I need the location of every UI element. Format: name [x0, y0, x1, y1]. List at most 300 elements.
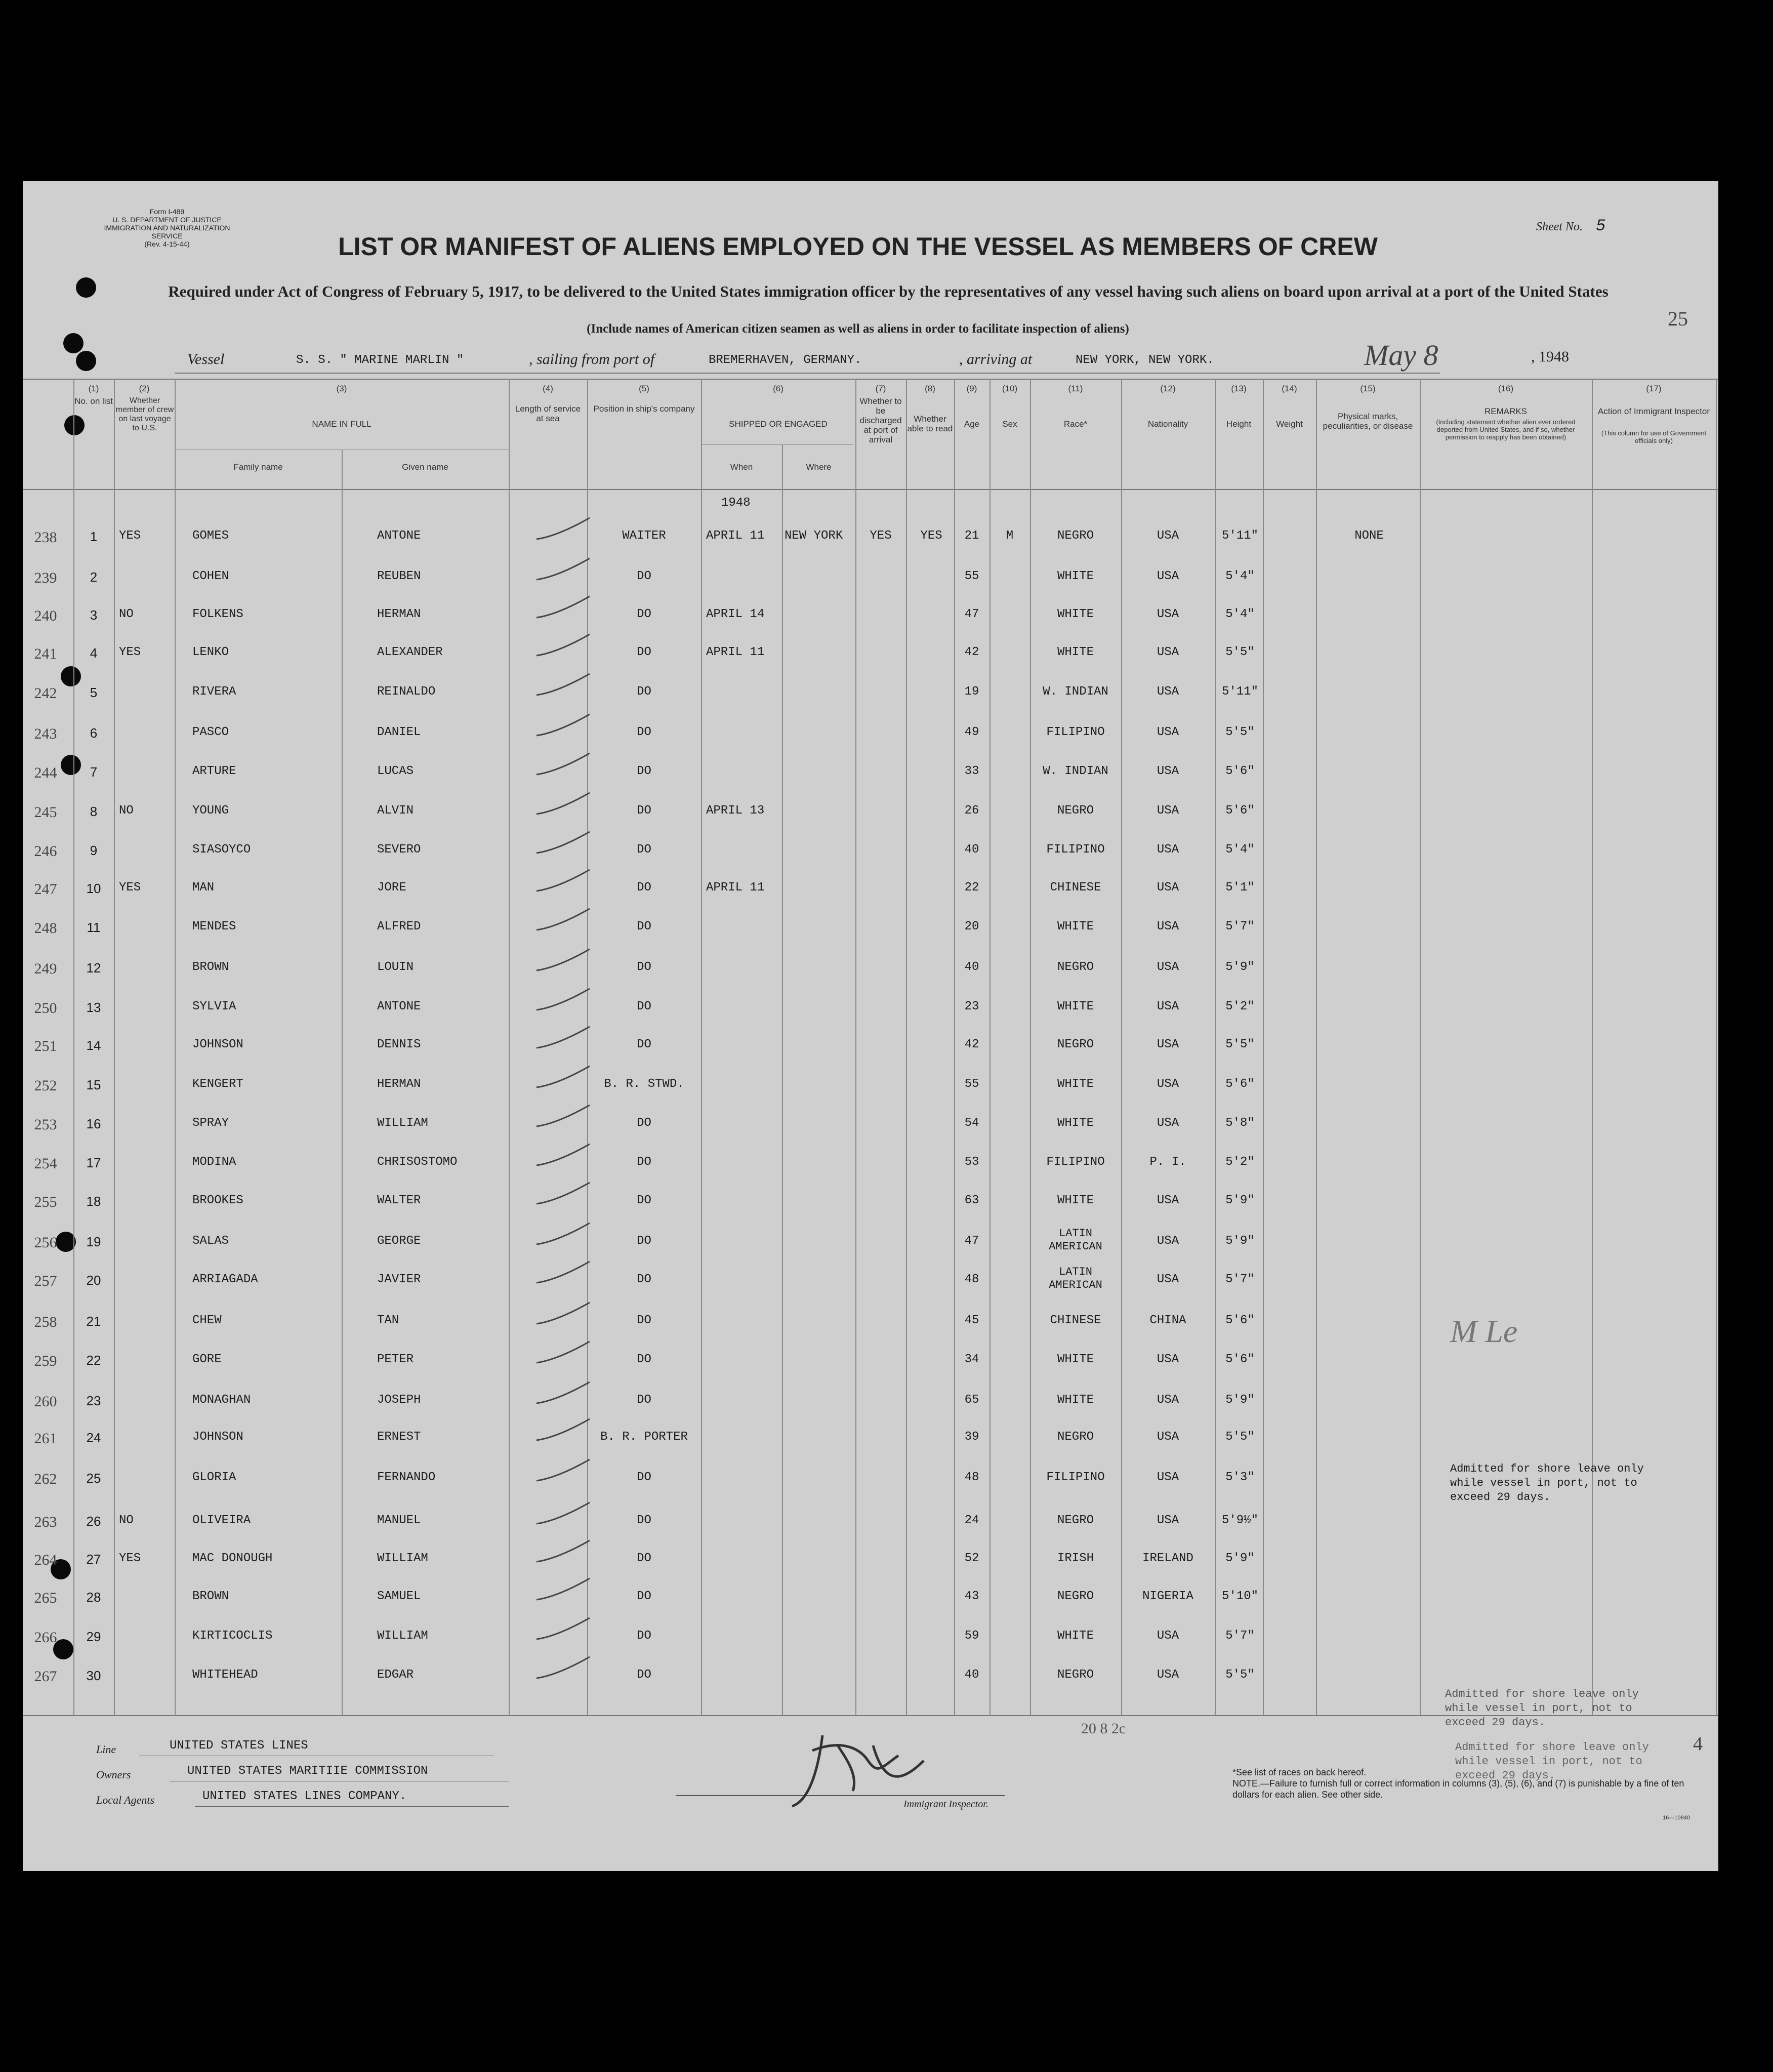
cell-prev: NO [119, 607, 134, 621]
cell-age: 43 [964, 1590, 979, 1603]
cell-race: NEGRO [1057, 1430, 1094, 1444]
cell-when: APRIL 14 [706, 607, 765, 621]
cell-given: HERMAN [377, 1077, 421, 1091]
cell-nationality: USA [1157, 1077, 1179, 1091]
col-header: SHIPPED OR ENGAGED [729, 419, 828, 429]
cell-family: FOLKENS [192, 607, 243, 621]
cell-height: 5'9" [1225, 1393, 1255, 1407]
cell-line: 246 [34, 843, 57, 860]
service-tick-mark [534, 1415, 595, 1445]
cell-given: MANUEL [377, 1514, 421, 1527]
cell-line: 261 [34, 1430, 57, 1447]
cell-race: WHITE [1057, 1000, 1094, 1013]
service-tick-mark [534, 1378, 595, 1408]
cell-age: 21 [964, 529, 979, 543]
cell-given: ALEXANDER [377, 645, 443, 659]
cell-family: BROWN [192, 960, 229, 974]
form-dept: U. S. DEPARTMENT OF JUSTICE [112, 216, 222, 224]
col-num: (3) [336, 384, 347, 393]
cell-nationality: USA [1157, 881, 1179, 895]
cell-nationality: USA [1157, 1471, 1179, 1484]
cell-family: ARTURE [192, 764, 236, 778]
sailing-port: BREMERHAVEN, GERMANY. [709, 353, 862, 367]
cell-line: 264 [34, 1552, 57, 1568]
punch-hole [76, 351, 96, 371]
cell-no: 11 [87, 920, 101, 935]
cell-line: 244 [34, 764, 57, 781]
table-row [23, 960, 1718, 991]
cell-nationality: USA [1157, 1514, 1179, 1527]
service-tick-mark [534, 945, 595, 976]
cell-position: DO [637, 607, 651, 621]
arrival-year: , 1948 [1531, 348, 1569, 365]
cell-height: 5'4" [1225, 607, 1255, 621]
cell-nationality: USA [1157, 1430, 1179, 1444]
col-num: (5) [639, 384, 649, 393]
cell-family: SYLVIA [192, 1000, 236, 1013]
cell-given: LOUIN [377, 960, 414, 974]
cell-nationality: CHINA [1149, 1314, 1186, 1327]
service-tick-mark [534, 1062, 595, 1092]
cell-line: 262 [34, 1471, 57, 1487]
sheet-label: Sheet No. [1536, 220, 1583, 233]
cell-height: 5'9" [1225, 1194, 1255, 1207]
cell-family: RIVERA [192, 685, 236, 699]
cell-nationality: USA [1157, 843, 1179, 857]
cell-given: REINALDO [377, 685, 436, 699]
cell-line: 260 [34, 1393, 57, 1410]
cell-no: 22 [86, 1353, 101, 1368]
table-row [23, 685, 1718, 715]
col-subheader: Where [806, 462, 832, 472]
margin-note: 20 8 2c [1081, 1720, 1126, 1737]
cell-when: APRIL 11 [706, 881, 765, 895]
punch-hole [63, 333, 84, 353]
cell-when: APRIL 11 [706, 645, 765, 659]
table-row [23, 1552, 1718, 1582]
cell-given: WILLIAM [377, 1552, 428, 1565]
cell-nationality: USA [1157, 920, 1179, 933]
cell-position: DO [637, 1314, 651, 1327]
table-row [23, 725, 1718, 756]
table-row [23, 1227, 1718, 1265]
cell-age: 47 [964, 607, 979, 621]
cell-nationality: USA [1157, 685, 1179, 699]
cell-discharge: YES [870, 529, 892, 543]
cell-no: 21 [86, 1314, 101, 1329]
cell-given: FERNANDO [377, 1471, 436, 1484]
service-tick-mark [534, 514, 595, 544]
table-row [23, 1430, 1718, 1460]
cell-height: 5'7" [1225, 1629, 1255, 1643]
service-tick-mark [534, 1337, 595, 1368]
arriving-port: NEW YORK, NEW YORK. [1076, 353, 1214, 367]
service-tick-mark [534, 1498, 595, 1529]
cell-no: 7 [90, 764, 98, 780]
cell-position: DO [637, 1514, 651, 1527]
cell-race: NEGRO [1057, 529, 1094, 543]
cell-line: 241 [34, 645, 57, 662]
cell-given: DENNIS [377, 1038, 421, 1051]
cell-height: 5'11" [1221, 529, 1258, 543]
cell-height: 5'6" [1225, 1077, 1255, 1091]
cell-nationality: USA [1157, 607, 1179, 621]
subtitle [114, 282, 1663, 301]
cell-position: DO [637, 1353, 651, 1366]
col-header-note: (Including statement whether alien ever ordered deported from United States, and if so, whether permission to reapply has been obtained) [1436, 418, 1576, 441]
col-subheader: Given name [402, 462, 448, 472]
cell-height: 5'5" [1225, 1038, 1255, 1051]
service-tick-mark [534, 1101, 595, 1131]
col-header: Height [1226, 419, 1252, 429]
service-tick-mark [534, 1179, 595, 1209]
cell-no: 17 [86, 1155, 101, 1170]
cell-age: 40 [964, 1668, 979, 1682]
inspector-signature [782, 1715, 954, 1816]
cell-position: WAITER [622, 529, 666, 543]
cell-age: 59 [964, 1629, 979, 1643]
cell-height: 5'5" [1225, 1668, 1255, 1682]
cell-given: TAN [377, 1314, 399, 1327]
cell-family: MAC DONOUGH [192, 1552, 273, 1565]
cell-no: 29 [86, 1629, 101, 1644]
cell-height: 5'5" [1225, 725, 1255, 739]
cell-nationality: USA [1157, 1000, 1179, 1013]
cell-position: DO [637, 764, 651, 778]
col-header: Action of Immigrant Inspector [1597, 407, 1710, 416]
cell-line: 253 [34, 1116, 57, 1133]
cell-position: DO [637, 1393, 651, 1407]
cell-nationality: USA [1157, 960, 1179, 974]
service-tick-mark [534, 985, 595, 1015]
arrival-date-handwritten: May 8 [1364, 339, 1438, 372]
table-row [23, 843, 1718, 873]
punch-hole [64, 415, 85, 435]
cell-height: 5'2" [1225, 1000, 1255, 1013]
cell-age: 55 [964, 1077, 979, 1091]
col-header: Whether able to read [907, 414, 953, 433]
col-num: (6) [773, 384, 784, 393]
cell-no: 2 [90, 570, 98, 585]
col-num: (16) [1498, 384, 1514, 393]
col-subheader: When [730, 462, 753, 472]
cell-nationality: USA [1157, 725, 1179, 739]
cell-line: 252 [34, 1077, 57, 1094]
table-row [23, 1590, 1718, 1620]
cell-no: 6 [90, 725, 98, 741]
cell-position: DO [637, 685, 651, 699]
col-num: (4) [543, 384, 553, 393]
cell-given: JAVIER [377, 1273, 421, 1286]
cell-family: JOHNSON [192, 1038, 243, 1051]
agents-label: Local Agents [96, 1794, 155, 1806]
cell-height: 5'9½" [1221, 1514, 1258, 1527]
cell-race: NEGRO [1057, 1668, 1094, 1682]
cell-age: 20 [964, 920, 979, 933]
col-subheader: Family name [233, 462, 283, 472]
table-row [23, 529, 1718, 559]
table-row [23, 645, 1718, 676]
cell-family: MENDES [192, 920, 236, 933]
cell-height: 5'9" [1225, 1552, 1255, 1565]
cell-race: WHITE [1057, 1393, 1094, 1407]
col-header: NAME IN FULL [312, 419, 372, 429]
col-num: (12) [1160, 384, 1176, 393]
cell-nationality: P. I. [1149, 1155, 1186, 1169]
line-value: UNITED STATES LINES [170, 1739, 308, 1753]
cell-no: 15 [86, 1077, 101, 1092]
service-tick-mark [534, 866, 595, 896]
cell-family: BROOKES [192, 1194, 243, 1207]
cell-height: 5'7" [1225, 1273, 1255, 1286]
cell-family: PASCO [192, 725, 229, 739]
cell-family: SALAS [192, 1234, 229, 1248]
service-tick-mark [534, 905, 595, 935]
cell-age: 48 [964, 1273, 979, 1286]
cell-no: 4 [90, 645, 98, 661]
cell-given: ANTONE [377, 1000, 421, 1013]
cell-given: WILLIAM [377, 1629, 428, 1643]
cell-line: 266 [34, 1629, 57, 1646]
printer-code: 16—10840 [1663, 1815, 1690, 1821]
cell-prev: NO [119, 1514, 134, 1527]
cell-race: WHITE [1057, 1629, 1094, 1643]
cell-nationality: USA [1157, 645, 1179, 659]
col-num: (1) [88, 384, 99, 393]
cell-position: DO [637, 1234, 651, 1248]
cell-given: EDGAR [377, 1668, 414, 1682]
cell-nationality: USA [1157, 1273, 1179, 1286]
cell-family: MODINA [192, 1155, 236, 1169]
cell-line: 245 [34, 804, 57, 821]
table-row [23, 804, 1718, 834]
col-header: Whether member of crew on last voyage to U.S. [115, 396, 174, 432]
form-number: Form I-489 [149, 208, 185, 216]
col-header: Sex [1002, 419, 1017, 429]
col-header: REMARKS [1484, 407, 1528, 416]
header-bottom-rule [23, 489, 1718, 490]
cell-height: 5'10" [1221, 1590, 1258, 1603]
cell-position: DO [637, 843, 651, 857]
cell-position: DO [637, 1155, 651, 1169]
cell-line: 242 [34, 685, 57, 702]
cell-family: MAN [192, 881, 215, 895]
sheet-value: 5 [1595, 217, 1606, 235]
cell-race: IRISH [1057, 1552, 1094, 1565]
cell-prev: YES [119, 1552, 141, 1565]
col-header: Weight [1276, 419, 1303, 429]
cell-family: KIRTICOCLIS [192, 1629, 273, 1643]
table-row [23, 764, 1718, 795]
col-num: (9) [966, 384, 977, 393]
cell-family: CHEW [192, 1314, 222, 1327]
cell-family: GOMES [192, 529, 229, 543]
cell-race: LATIN AMERICAN [1049, 1266, 1102, 1291]
cell-family: YOUNG [192, 804, 229, 818]
cell-no: 20 [86, 1273, 101, 1288]
col-num: (14) [1282, 384, 1297, 393]
cell-given: SAMUEL [377, 1590, 421, 1603]
cell-race: WHITE [1057, 1116, 1094, 1130]
remark-stamp: Admitted for shore leave only while vessel in port, not to exceed 29 days. [1455, 1741, 1649, 1782]
cell-prev: YES [119, 881, 141, 895]
cell-age: 40 [964, 960, 979, 974]
cell-no: 1 [90, 529, 98, 544]
cell-family: OLIVEIRA [192, 1514, 251, 1527]
table-row [23, 607, 1718, 638]
cell-race: FILIPINO [1046, 843, 1105, 857]
col-header: No. on list [74, 396, 113, 406]
cell-marks: NONE [1354, 529, 1384, 543]
cell-line: 251 [34, 1038, 57, 1054]
cell-nationality: IRELAND [1142, 1552, 1193, 1565]
cell-position: DO [637, 1590, 651, 1603]
cell-position: DO [637, 570, 651, 583]
manifest-page [23, 181, 1718, 1871]
cell-line: 247 [34, 881, 57, 898]
cell-age: 23 [964, 1000, 979, 1013]
table-row [23, 1000, 1718, 1030]
race-note: *See list of races on back hereof. [1232, 1767, 1367, 1777]
cell-race: FILIPINO [1046, 1471, 1105, 1484]
cell-nationality: USA [1157, 1353, 1179, 1366]
cell-age: 47 [964, 1234, 979, 1248]
service-tick-mark [534, 554, 595, 585]
subtitle-text: Required under Act of Congress of February 5, 1917, to be delivered to the United States immigration officer by the representatives of any vessel having such aliens on board upon arrival at a port of the United States [168, 282, 1609, 300]
cell-height: 5'6" [1225, 1314, 1255, 1327]
cell-position: DO [637, 1273, 651, 1286]
service-tick-mark [534, 1455, 595, 1486]
sailing-label: , sailing from port of [529, 351, 655, 368]
cell-no: 18 [86, 1194, 101, 1209]
vessel-underline [175, 373, 1440, 374]
inspector-label: Immigrant Inspector. [903, 1799, 988, 1810]
remark-stamp: Admitted for shore leave only while vessel in port, not to exceed 29 days. [1445, 1688, 1639, 1729]
cell-position: DO [637, 1038, 651, 1051]
cell-sex: M [1006, 529, 1014, 543]
cell-height: 5'2" [1225, 1155, 1255, 1169]
cell-nationality: USA [1157, 1116, 1179, 1130]
cell-no: 10 [86, 881, 101, 896]
vessel-line [187, 351, 224, 368]
cell-position: DO [637, 1116, 651, 1130]
cell-height: 5'5" [1225, 645, 1255, 659]
table-row [23, 1077, 1718, 1108]
cell-no: 16 [86, 1116, 101, 1131]
table-row [23, 1353, 1718, 1383]
cell-nationality: USA [1157, 1038, 1179, 1051]
cell-age: 65 [964, 1393, 979, 1407]
cell-race: WHITE [1057, 645, 1094, 659]
cell-position: DO [637, 804, 651, 818]
line-label: Line [96, 1743, 116, 1756]
table-row [23, 1038, 1718, 1068]
cell-given: LUCAS [377, 764, 414, 778]
cell-race: CHINESE [1050, 1314, 1101, 1327]
service-tick-mark [534, 592, 595, 623]
cell-family: COHEN [192, 570, 229, 583]
cell-line: 254 [34, 1155, 57, 1172]
cell-height: 5'6" [1225, 764, 1255, 778]
col-num: (11) [1068, 384, 1083, 393]
cell-no: 12 [86, 960, 101, 976]
cell-family: SPRAY [192, 1116, 229, 1130]
cell-race: WHITE [1057, 607, 1094, 621]
cell-given: WALTER [377, 1194, 421, 1207]
remark-stamp: Admitted for shore leave only while vessel in port, not to exceed 29 days. [1450, 1462, 1644, 1504]
cell-position: DO [637, 725, 651, 739]
cell-height: 5'9" [1225, 960, 1255, 974]
cell-position: DO [637, 881, 651, 895]
cell-line: 248 [34, 920, 57, 937]
cell-given: DANIEL [377, 725, 421, 739]
cell-given: HERMAN [377, 607, 421, 621]
cell-age: 19 [964, 685, 979, 699]
page-mark: 25 [1668, 307, 1688, 330]
service-tick-mark [534, 749, 595, 780]
table-row [23, 881, 1718, 911]
cell-nationality: USA [1157, 1668, 1179, 1682]
service-tick-mark [534, 1257, 595, 1288]
col-header: Whether to be discharged at port of arrival [859, 396, 902, 444]
owners-label: Owners [96, 1768, 131, 1781]
cell-race: NEGRO [1057, 1514, 1094, 1527]
cell-when: APRIL 11 [706, 529, 765, 543]
cell-age: 34 [964, 1353, 979, 1366]
cell-age: 26 [964, 804, 979, 818]
cell-line: 238 [34, 529, 57, 546]
cell-prev: NO [119, 804, 134, 818]
service-tick-mark [534, 1653, 595, 1683]
cell-prev: YES [119, 645, 141, 659]
penalty-note: NOTE.—Failure to furnish full or correct information in columns (3), (5), (6), and (7) is punishable by a fine of ten dollars for each alien. See other side. [1232, 1778, 1684, 1800]
cell-line: 256 [34, 1234, 57, 1251]
cell-given: SEVERO [377, 843, 421, 857]
cell-age: 40 [964, 843, 979, 857]
cell-age: 52 [964, 1552, 979, 1565]
cell-family: KENGERT [192, 1077, 243, 1091]
col-num: (13) [1231, 384, 1247, 393]
cell-age: 54 [964, 1116, 979, 1130]
col-header: Length of service at sea [515, 404, 581, 423]
cell-race: LATIN AMERICAN [1049, 1227, 1102, 1253]
table-row [23, 1393, 1718, 1424]
table-row [23, 570, 1718, 600]
cell-height: 5'8" [1225, 1116, 1255, 1130]
cell-no: 14 [86, 1038, 101, 1053]
service-tick-mark [534, 1140, 595, 1170]
cell-height: 5'3" [1225, 1471, 1255, 1484]
col-num: (2) [139, 384, 150, 393]
cell-line: 258 [34, 1314, 57, 1330]
service-tick-mark [534, 630, 595, 661]
shipped-subrule [701, 444, 853, 445]
col-num: (8) [925, 384, 935, 393]
cell-line: 239 [34, 570, 57, 586]
cell-age: 53 [964, 1155, 979, 1169]
cell-height: 5'4" [1225, 570, 1255, 583]
cell-given: GEORGE [377, 1234, 421, 1248]
table-row [23, 1194, 1718, 1224]
cell-given: WILLIAM [377, 1116, 428, 1130]
cell-height: 5'4" [1225, 843, 1255, 857]
service-tick-mark [534, 1536, 595, 1567]
cell-family: LENKO [192, 645, 229, 659]
cell-no: 26 [86, 1514, 101, 1529]
cell-read: YES [920, 529, 942, 543]
agents-value: UNITED STATES LINES COMPANY. [202, 1790, 407, 1803]
cell-height: 5'1" [1225, 881, 1255, 895]
